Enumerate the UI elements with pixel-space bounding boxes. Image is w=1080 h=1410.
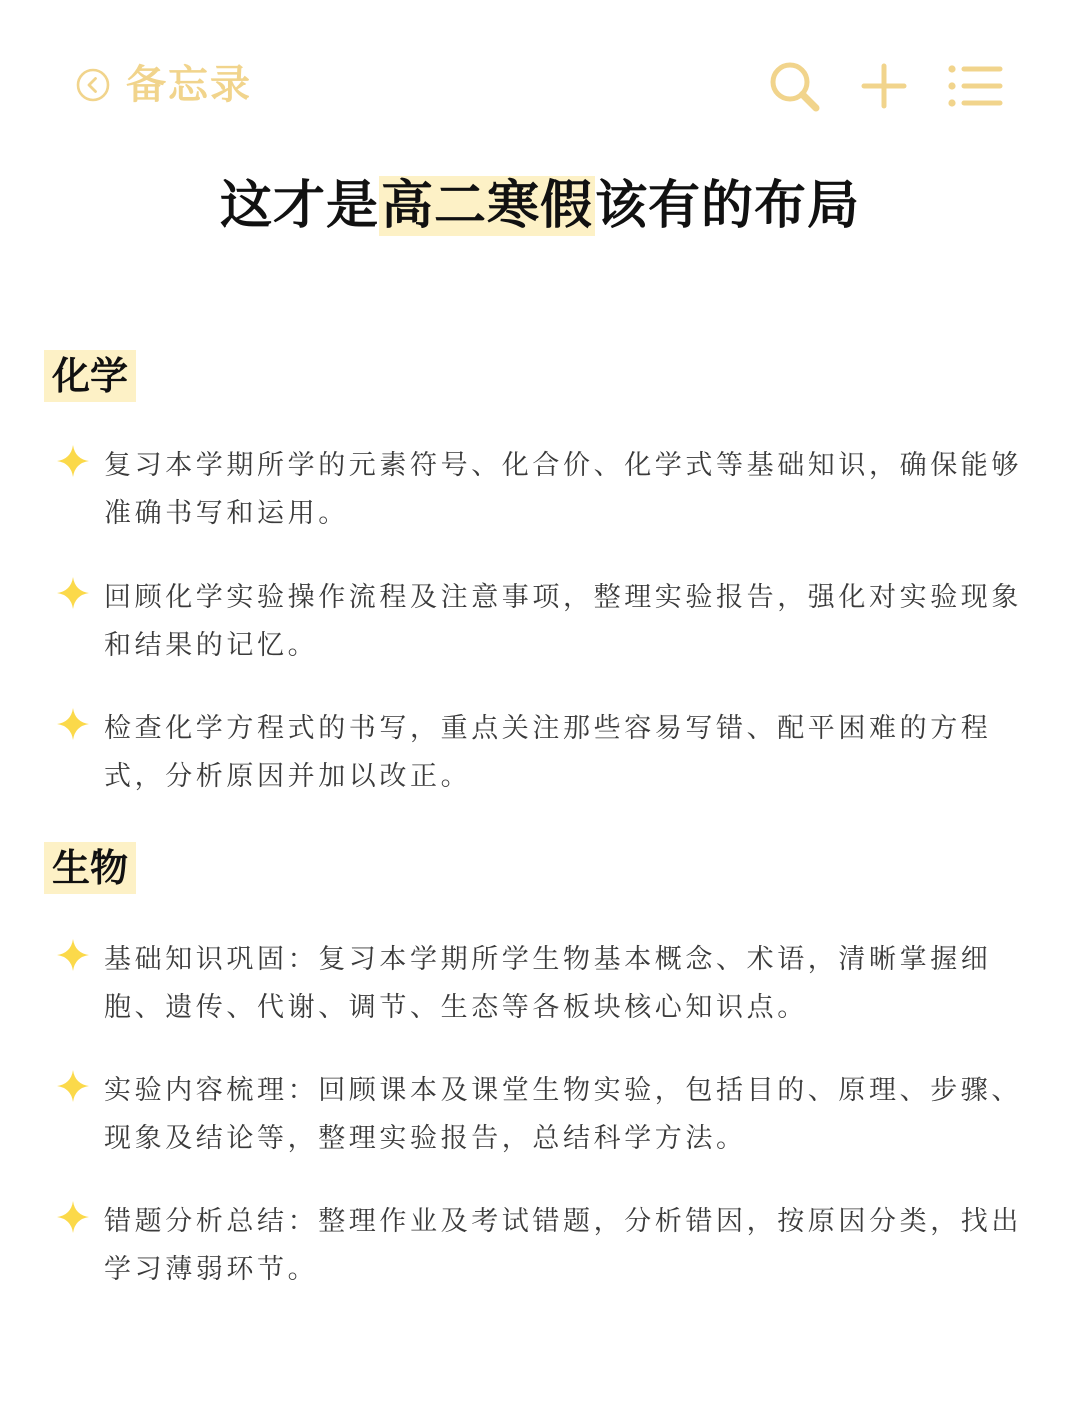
search-icon	[764, 56, 824, 116]
title-suffix: 该有的布局	[595, 176, 861, 236]
sparkle-icon	[56, 938, 90, 972]
title-prefix: 这才是	[219, 176, 379, 236]
page-title	[0, 170, 1080, 242]
sparkle-icon	[56, 1069, 90, 1103]
sparkle-icon	[56, 576, 90, 610]
sparkle-icon	[56, 444, 90, 478]
item-text: 复习本学期所学的元素符号、化合价、化学式等基础知识，确保能够准确书写和运用。	[104, 450, 1022, 529]
title-highlight: 高二寒假	[380, 176, 593, 236]
item-text: 基础知识巩固：复习本学期所学生物基本概念、术语，清晰掌握细胞、遗传、代谢、调节、生态等各板块核心知识点。	[104, 944, 992, 1023]
list-menu-icon	[944, 56, 1004, 116]
section-heading-biology: 生物	[44, 842, 136, 894]
add-button[interactable]	[854, 56, 914, 116]
top-bar	[0, 0, 1080, 170]
section-heading-chemistry: 化学	[44, 350, 136, 402]
search-button[interactable]	[764, 56, 824, 116]
chevron-left-circle-icon	[76, 68, 110, 102]
item-text: 错题分析总结：整理作业及考试错题，分析错因，按原因分类，找出学习薄弱环节。	[104, 1206, 1022, 1285]
back-label: 备忘录	[126, 62, 252, 108]
item-text: 实验内容梳理：回顾课本及课堂生物实验，包括目的、原理、步骤、现象及结论等，整理实验报告，总结科学方法。	[104, 1075, 1022, 1154]
back-button[interactable]	[76, 60, 252, 110]
sparkle-icon	[56, 1200, 90, 1234]
plus-icon	[854, 56, 914, 116]
item-text: 回顾化学实验操作流程及注意事项，整理实验报告，强化对实验现象和结果的记忆。	[104, 582, 1022, 661]
menu-button[interactable]	[944, 56, 1004, 116]
item-text: 检查化学方程式的书写，重点关注那些容易写错、配平困难的方程式，分析原因并加以改正。	[104, 713, 992, 792]
sparkle-icon	[56, 707, 90, 741]
